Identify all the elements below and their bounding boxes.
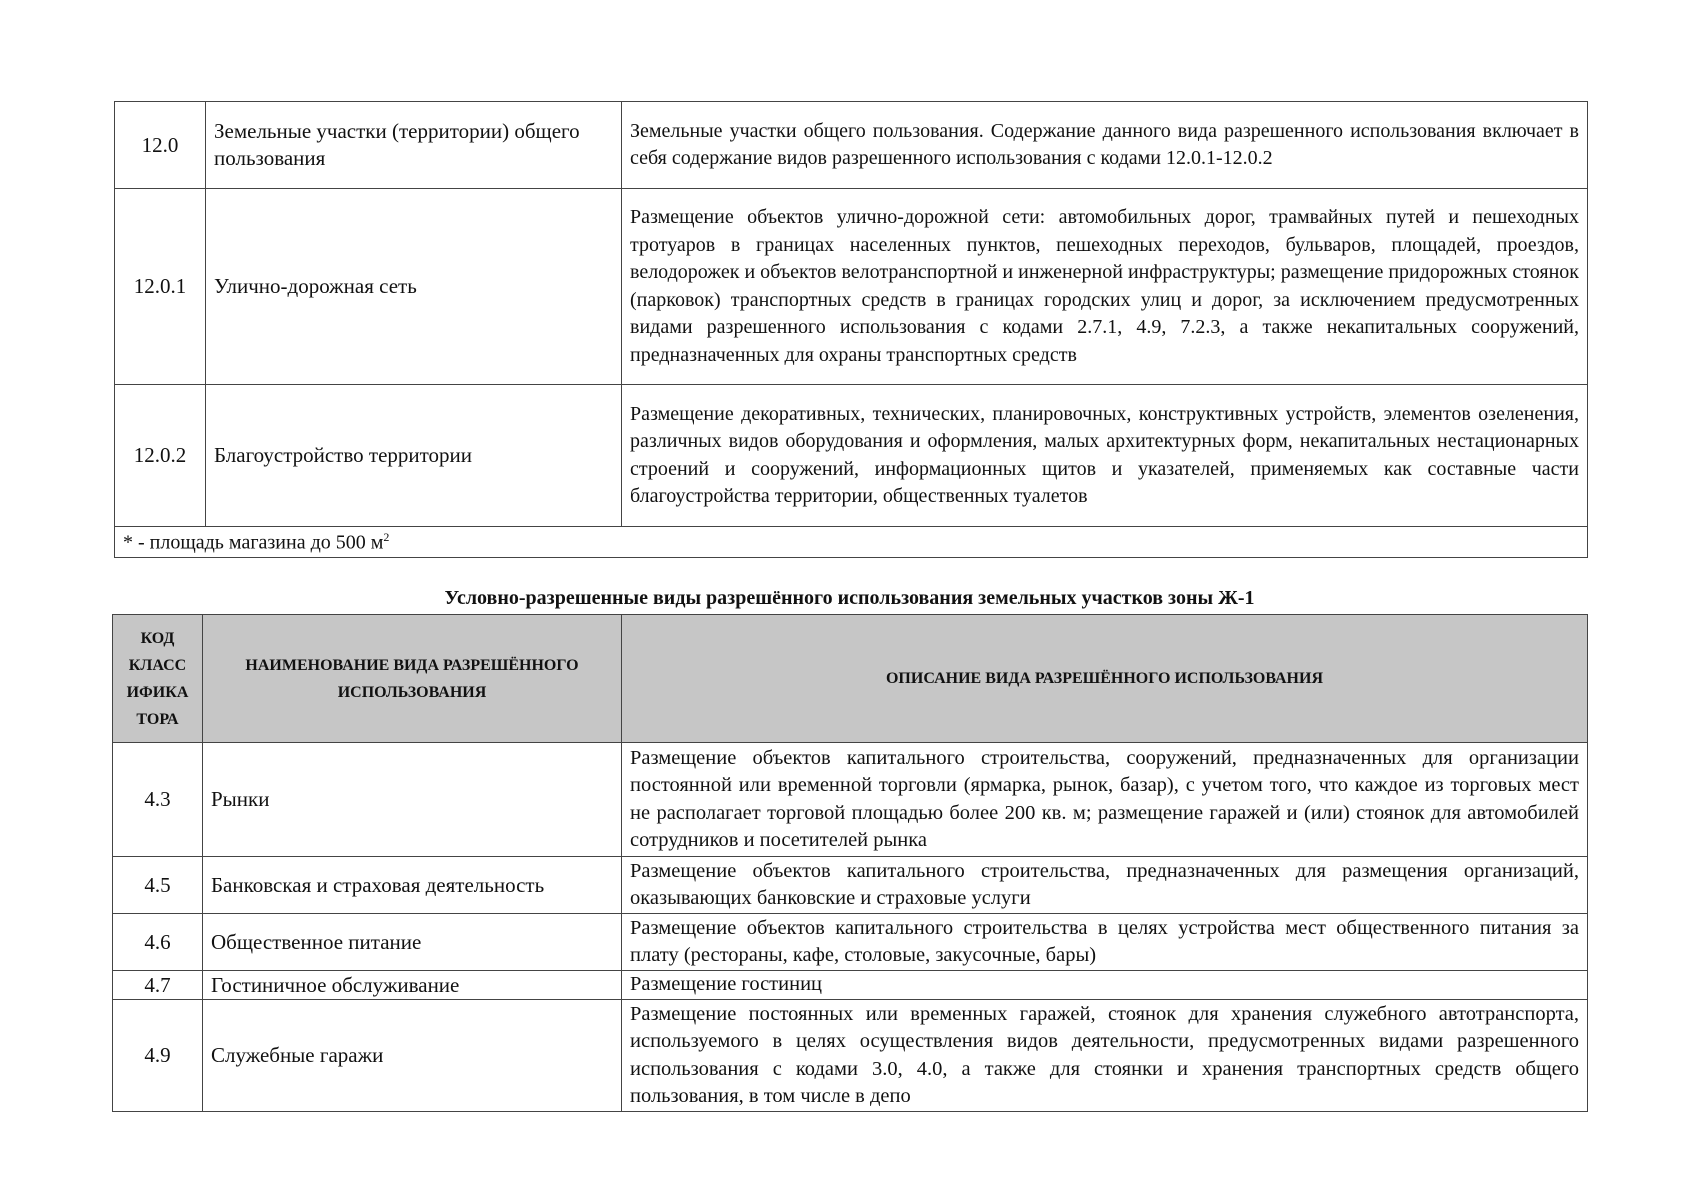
- row-code: 12.0: [115, 102, 206, 189]
- row-code: 12.0.1: [115, 189, 206, 385]
- row-name: Гостиничное обслуживание: [203, 971, 622, 1000]
- header-name: НАИМЕНОВАНИЕ ВИДА РАЗРЕШЁННОГО ИСПОЛЬЗОВАНИЯ: [203, 615, 622, 743]
- table-row: [113, 971, 1588, 1000]
- row-name: Банковская и страховая деятельность: [203, 857, 622, 914]
- row-code: 4.5: [113, 857, 203, 914]
- conditional-land-use-table: [112, 614, 1588, 1112]
- footnote-row: [115, 527, 1588, 558]
- row-code: 4.3: [113, 743, 203, 857]
- row-description: Размещение гостиниц: [622, 971, 1588, 1000]
- header-description: ОПИСАНИЕ ВИДА РАЗРЕШЁННОГО ИСПОЛЬЗОВАНИЯ: [622, 615, 1588, 743]
- header-row: [113, 615, 1588, 743]
- row-description: Размещение объектов капитального строительства, сооружений, предназначенных для организации постоянной или временной торговли (ярмарка, рынок, базар), с учетом того, что каждое из торговых мест не располагает торговой площадью более 200 кв. м; размещение гаражей и (или) стоянок для автомобилей сотрудников и посетителей рынка: [622, 743, 1588, 857]
- row-description: Размещение объектов капитального строительства, предназначенных для размещения организаций, оказывающих банковские и страховые услуги: [622, 857, 1588, 914]
- table-row: [113, 914, 1588, 971]
- footnote-superscript: 2: [383, 529, 390, 544]
- row-code: 4.9: [113, 1000, 203, 1112]
- row-description: Размещение постоянных или временных гаражей, стоянок для хранения служебного автотранспорта, используемого в целях осуществления видов деятельности, предусмотренных видами разрешенного использования с кодами 3.0, 4.0, а также для стоянки и хранения транспортных средств общего пользования, в том числе в депо: [622, 1000, 1588, 1112]
- row-code: 4.6: [113, 914, 203, 971]
- row-name: Земельные участки (территории) общего пользования: [206, 102, 622, 189]
- land-use-table-general: [114, 101, 1588, 558]
- table-row: [113, 743, 1588, 857]
- row-code: 4.7: [113, 971, 203, 1000]
- footnote: [115, 527, 1588, 558]
- section-caption: Условно-разрешенные виды разрешённого использования земельных участков зоны Ж-1: [444, 587, 1255, 609]
- footnote-text: * - площадь магазина до 500 м: [123, 531, 384, 554]
- row-name: Служебные гаражи: [203, 1000, 622, 1112]
- header-code: КОД КЛАСС ИФИКА ТОРА: [113, 615, 203, 743]
- row-name: Улично-дорожная сеть: [206, 189, 622, 385]
- row-description: Размещение объектов улично-дорожной сети: автомобильных дорог, трамвайных путей и пешеходных тротуаров в границах населенных пунктов, пешеходных переходов, бульваров, площадей, проездов, велодорожек и объектов велотранспортной и инженерной инфраструктуры; размещение придорожных стоянок (парковок) транспортных средств в границах городских улиц и дорог, за исключением предусмотренных видами разрешенного использования с кодами 2.7.1, 4.9, 7.2.3, а также некапитальных сооружений, предназначенных для охраны транспортных средств: [622, 189, 1588, 385]
- row-name: Благоустройство территории: [206, 385, 622, 527]
- table-row: [115, 189, 1588, 385]
- table-row: [113, 857, 1588, 914]
- row-name: Рынки: [203, 743, 622, 857]
- row-description: Земельные участки общего пользования. Содержание данного вида разрешенного использования включает в себя содержание видов разрешенного использования с кодами 12.0.1-12.0.2: [622, 102, 1588, 189]
- row-description: Размещение объектов капитального строительства в целях устройства мест общественного питания за плату (рестораны, кафе, столовые, закусочные, бары): [622, 914, 1588, 971]
- row-description: Размещение декоративных, технических, планировочных, конструктивных устройств, элементов озеленения, различных видов оборудования и оформления, малых архитектурных форм, некапитальных нестационарных строений и сооружений, информационных щитов и указателей, применяемых как составные части благоустройства территории, общественных туалетов: [622, 385, 1588, 527]
- table-row: [115, 385, 1588, 527]
- row-code: 12.0.2: [115, 385, 206, 527]
- table-row: [115, 102, 1588, 189]
- table-row: [113, 1000, 1588, 1112]
- row-name: Общественное питание: [203, 914, 622, 971]
